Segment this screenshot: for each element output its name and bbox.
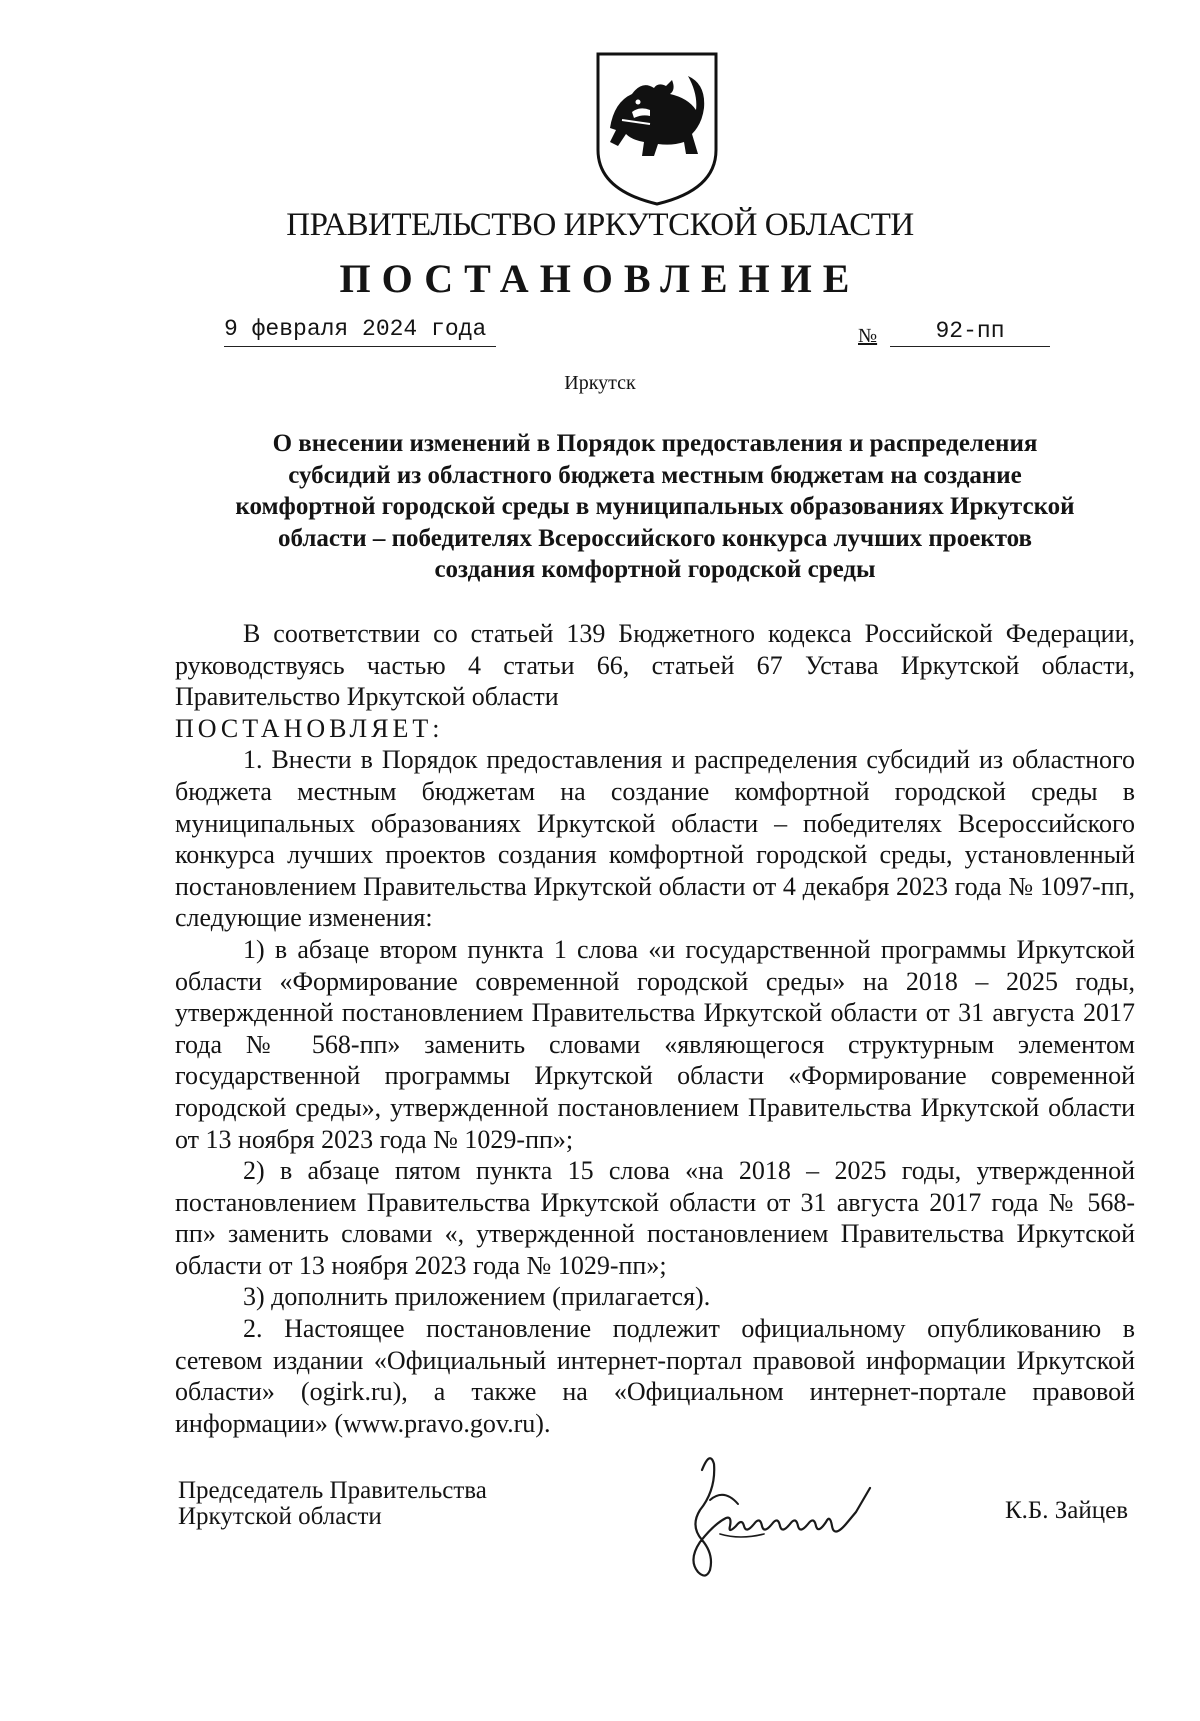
item-1-2-paragraph: 2) в абзаце пятом пункта 15 слова «на 2018 – 2025 годы, утвержденной постановлением Правительства Иркутской области от 31 августа 2017 года № 568-пп» заменить словами «, утвержденной постановлением Правительства Иркутской области от 13 ноября 2023 года № 1029-пп»;: [175, 1156, 1135, 1280]
item-1-1-paragraph: 1) в абзаце втором пункта 1 слова «и государственной программы Иркутской области «Формирование современной городской среды» на 2018 – 2025 годы, утвержденной постановлением Правительства Иркутской области от 31 августа 2017 года № 568-пп» заменить словами «являющегося структурным элементом государственной программы Иркутской области «Формирование современной городской среды», утвержденной постановлением Правительства Иркутской области от 13 ноября 2023 года № 1029-пп»;: [175, 934, 1135, 1154]
decree-body: [175, 618, 1135, 1439]
number-label: №: [858, 325, 878, 347]
decree-number: 92-пп: [890, 316, 1050, 347]
subject-line: комфортной городской среды в муниципальных образованиях Иркутской: [235, 493, 1075, 521]
city: Иркутск: [564, 372, 636, 394]
coat-of-arms-icon: [592, 50, 722, 208]
subject-line: О внесении изменений в Порядок предоставления и распределения: [272, 430, 1038, 457]
preamble-paragraph: В соответствии со статьей 139 Бюджетного кодекса Российской Федерации, руководствуясь частью 4 статьи 66, статьей 67 Устава Иркутской области, Правительство Иркутской области: [175, 619, 1135, 712]
subject-line: субсидий из областного бюджета местным бюджетам на создание: [288, 461, 1022, 489]
decree-subject: [175, 428, 1135, 586]
handwritten-signature: [680, 1430, 930, 1580]
position-line: Председатель Правительства: [178, 1477, 487, 1504]
decrees-heading: ПОСТАНОВЛЯЕТ:: [175, 713, 444, 743]
decree-date: 9 февраля 2024 года: [224, 314, 496, 347]
item-1-paragraph: 1. Внести в Порядок предоставления и распределения субсидий из областного бюджета местным бюджетам на создание комфортной городской среды в муниципальных образованиях Иркутской области – победителях Всероссийского конкурса лучших проектов создания комфортной городской среды, установленный постановлением Правительства Иркутской области от 4 декабря 2023 года № 1097-пп, следующие изменения:: [175, 745, 1135, 933]
position-line: Иркутской области: [178, 1503, 382, 1530]
item-2-paragraph: 2. Настоящее постановление подлежит официальному опубликованию в сетевом издании «Официальный интернет-портал правовой информации Иркутской области» (ogirk.ru), а также на «Официальном интернет-портале правовой информации» (www.pravo.gov.ru).: [175, 1314, 1135, 1438]
decree-title: ПОСТАНОВЛЕНИЕ: [339, 256, 861, 301]
subject-line: области – победителях Всероссийского конкурса лучших проектов: [277, 524, 1033, 552]
signatory-name: К.Б. Зайцев: [1005, 1497, 1129, 1524]
item-1-3-paragraph: 3) дополнить приложением (прилагается).: [243, 1282, 711, 1312]
subject-line: создания комфортной городской среды: [434, 556, 876, 584]
government-title: ПРАВИТЕЛЬСТВО ИРКУТСКОЙ ОБЛАСТИ: [286, 207, 914, 243]
signatory-position: [178, 1478, 487, 1530]
